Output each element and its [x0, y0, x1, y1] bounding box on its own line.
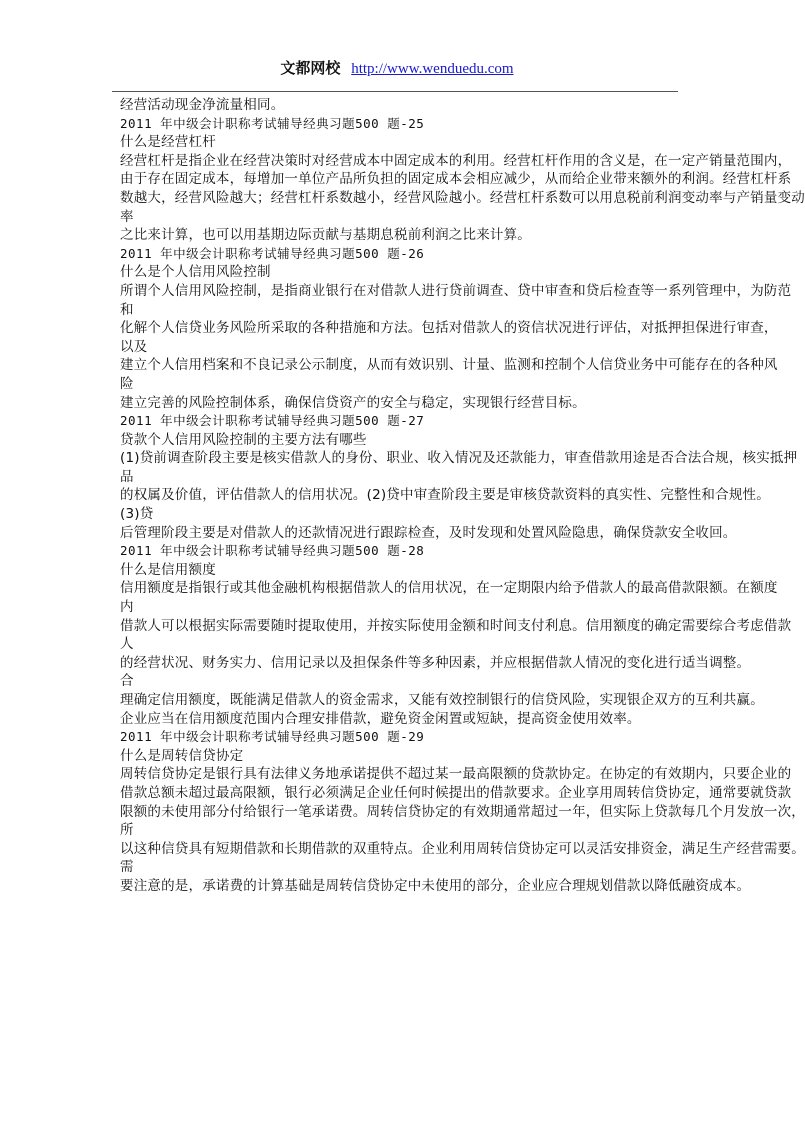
body-line: 限额的未使用部分付给银行一笔承诺费。周转信贷协定的有效期通常超过一年，但实际上贷款每几个月发放一次，	[120, 803, 805, 820]
body-line: 的权属及价值，评估借款人的信用状况。(2)贷中审查阶段主要是审核贷款资料的真实性、完整性和合规性。	[120, 487, 770, 504]
body-line: 什么是经营杠杆	[120, 134, 216, 151]
body-line: 经营杠杆是指企业在经营决策时对经营成本中固定成本的利用。经营杠杆作用的含义是，在一定产销量范围内，	[120, 152, 792, 169]
body-line: 之比来计算，也可以用基期边际贡献与基期息税前利润之比来计算。	[120, 227, 531, 244]
body-line: 2011 年中级会计职称考试辅导经典习题500 题-29	[120, 729, 425, 745]
site-name: 文都网校	[280, 59, 341, 77]
body-line: 和	[120, 301, 134, 318]
body-line: 贷款个人信用风险控制的主要方法有哪些	[120, 431, 367, 448]
body-line: 2011 年中级会计职称考试辅导经典习题500 题-26	[120, 245, 425, 261]
body-line: 要注意的是，承诺费的计算基础是周转信贷协定中未使用的部分，企业应合理规划借款以降低融资成本。	[120, 877, 751, 894]
body-line: 所	[120, 822, 134, 839]
body-line: 内	[120, 599, 134, 616]
body-line: 所谓个人信用风险控制，是指商业银行在对借款人进行贷前调查、贷中审查和贷后检查等一系列管理中，为防范	[120, 282, 792, 299]
body-line: 以及	[120, 338, 148, 355]
body-line: (1)贷前调查阶段主要是核实借款人的身份、职业、收入情况及还款能力，审查借款用途是否合法合规，核实抵押	[120, 450, 798, 467]
body-line: 周转信贷协定是银行具有法律义务地承诺提供不超过某一最高限额的贷款协定。在协定的有效期内，只要企业的	[120, 766, 792, 783]
site-url-link[interactable]: http://www.wenduedu.com	[351, 61, 514, 77]
body-line: 的经营状况、财务实力、信用记录以及担保条件等多种因素，并应根据借款人情况的变化进行适当调整。	[120, 654, 751, 671]
body-line: 借款人可以根据实际需要随时提取使用，并按实际使用金额和时间支付利息。信用额度的确定需要综合考虑借款	[120, 617, 792, 634]
body-line: 人	[120, 636, 134, 653]
body-line: (3)贷	[120, 506, 154, 523]
body-line: 什么是信用额度	[120, 561, 216, 578]
body-line: 数越大，经营风险越大；经营杠杆系数越小，经营风险越小。经营杠杆系数可以用息税前利润变动率与产销量变动	[120, 189, 805, 206]
body-line: 建立个人信用档案和不良记录公示制度，从而有效识别、计量、监测和控制个人信贷业务中可能存在的各种风	[120, 357, 778, 374]
body-line: 险	[120, 375, 134, 392]
body-line: 理确定信用额度，既能满足借款人的资金需求，又能有效控制银行的信贷风险，实现银企双方的互利共赢。	[120, 692, 764, 708]
body-line: 由于存在固定成本，每增加一单位产品所负担的固定成本会相应减少，从而给企业带来额外的利润。经营杠杆系	[120, 171, 792, 188]
body-line: 2011 年中级会计职称考试辅导经典习题500 题-27	[120, 413, 425, 429]
body-line: 信用额度是指银行或其他金融机构根据借款人的信用状况，在一定期限内给予借款人的最高借款限额。在额度	[120, 580, 778, 597]
body-line: 企业应当在信用额度范围内合理安排借款，避免资金闲置或短缺，提高资金使用效率。	[120, 710, 641, 727]
body-line: 率	[120, 208, 134, 225]
body-line: 什么是个人信用风险控制	[120, 264, 271, 281]
body-line: 什么是周转信贷协定	[120, 747, 244, 764]
body-line: 借款总额未超过最高限额，银行必须满足企业任何时候提出的借款要求。企业享用周转信贷协定，通常要就贷款	[120, 784, 792, 801]
body-line: 2011 年中级会计职称考试辅导经典习题500 题-25	[120, 115, 425, 131]
body-line: 品	[120, 468, 134, 485]
body-line: 合	[120, 673, 134, 690]
body-line: 经营活动现金净流量相同。	[120, 97, 285, 113]
body-line: 后管理阶段主要是对借款人的还款情况进行跟踪检查，及时发现和处置风险隐患，确保贷款安全收回。	[120, 524, 737, 541]
body-line: 2011 年中级会计职称考试辅导经典习题500 题-28	[120, 543, 425, 559]
body-line: 建立完善的风险控制体系，确保信贷资产的安全与稳定，实现银行经营目标。	[120, 394, 586, 411]
body-line: 以这种信贷具有短期借款和长期借款的双重特点。企业利用周转信贷协定可以灵活安排资金，满足生产经营需要。	[120, 840, 805, 857]
body-line: 化解个人信贷业务风险所采取的各种措施和方法。包括对借款人的资信状况进行评估，对抵押担保进行审查，	[120, 320, 778, 337]
header-divider	[112, 91, 678, 92]
document-body	[120, 96, 805, 896]
document-header	[0, 58, 794, 79]
body-line: 需	[120, 859, 134, 876]
